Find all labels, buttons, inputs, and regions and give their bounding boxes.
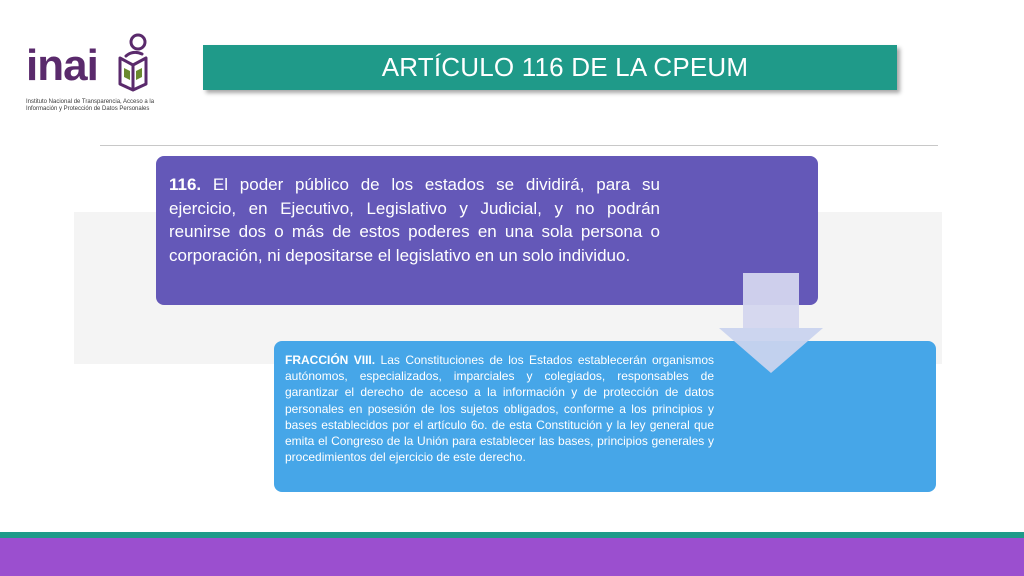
logo-caption: Instituto Nacional de Transparencia, Acceso a la Información y Protección de Datos Personales (26, 99, 155, 112)
footer-stripe-purple (0, 538, 1024, 576)
inai-logo (22, 30, 182, 120)
down-arrow-icon (719, 273, 823, 373)
page-title: ARTÍCULO 116 DE LA CPEUM (381, 52, 749, 82)
logo-reading-person-icon (112, 32, 154, 94)
logo-wordmark: inai (26, 41, 98, 90)
fraction-text: Las Constituciones de los Estados establecerán organismos autónomos, especializados, imparciales y colegiados, responsables de garantizar el derecho de acceso a la información y de protección de datos personales en posesión de los sujetos obligados, conforme a los principios y bases establecidos por el artículo 6o. de esta Constitución y la ley general que emita el Congreso de la Unión para establecer las bases, principios generales y procedimientos del ejercicio de este derecho. (285, 353, 714, 465)
article-number: 116. (169, 175, 202, 194)
title-bar (203, 45, 897, 90)
separator-line (100, 145, 938, 146)
article-text: El poder público de los estados se dividirá, para su ejercicio, en Ejecutivo, Legislativo y Judicial, y no podrán reunirse dos o más de estos poderes en una sola persona o corporación, ni depositarse el legislativo en un solo individuo. (169, 175, 660, 265)
fraction-viii-box (274, 341, 936, 492)
fraction-label: FRACCIÓN VIII. (285, 353, 376, 367)
